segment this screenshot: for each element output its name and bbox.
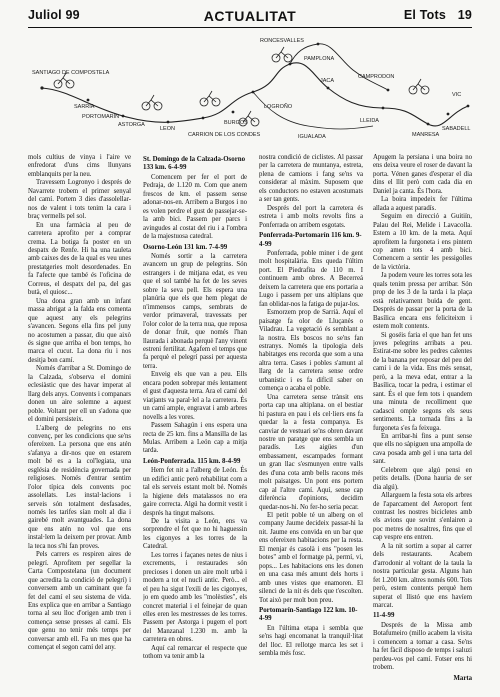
map-label: CARRION DE LOS CONDES [188, 132, 261, 138]
article-paragraph: mols cultius de vinya i l'aire ve enfredorat d'uns cims llunyans emblanquits per la neu. [28, 154, 131, 178]
map-label: SANTIAGO DE COMPOSTELA [32, 70, 110, 76]
article-paragraph: El petit poble té un alberg on el company Jaume decideix passar-hi la nit. Jaume ens convida en un bar que ens ofereixen habitacions per la resta. El menjar és casolà i ens "posen les botes" amb el formatge pà, permí, vi, pops... Les habitacions ens les donen en una casa més amunt dels horts i amb unes vistes que enamoren. El silenci de la nit és dels que t'escolten. Tot això per molt bon preu. [259, 512, 363, 604]
route-map [28, 30, 472, 152]
author-signature: Marta [453, 674, 472, 682]
article-column-4 [373, 154, 472, 682]
article-paragraph: Aquí cal remarcar el respecte que tothom va tenir amb la [143, 644, 247, 661]
article-paragraph: Només sortir a la carretera avancem un grup de pelegrins. Són estrangers i de mitjana edat, es veu que el sol també ha fet de les seves sobre la seva pell. Els espera una planúria que els que hem plegat de n'immensos camps, sembrats de verdor primaveral, travessats per l'olor color de la terra nua, que reposa de donar fruit, que només l'han llaurada i abonada perquè l'any vinent estreni fertilitat. Agafem el temps que fa perquè el pelegrí passi per aquesta terra. [143, 252, 247, 370]
article-paragraph: De la visita a León, ens va sorprendre el fet que no hi haguessin les cigonyes a les torres de la Catedral. [143, 518, 247, 551]
cyclist-sketch [200, 91, 220, 106]
issue-date: Juliol 99 [28, 8, 80, 22]
route-map-drawing [28, 30, 472, 152]
article-paragraph: En una farmàcia al peu de carretera aprofito per a comprar crema. La botiga fa poster en un despatx de Renfe. Hi ha una tauleta amb caixes des de la qual es veu unes prestatgeries molt desordenades. En fa l'afecte que també és l'oficina de Correus, el despatx del pa, del gas butà, el quiosc... [28, 221, 131, 297]
page-header [28, 8, 472, 30]
map-label: VIC [452, 92, 462, 98]
article-paragraph: Una dona gran amb un infant massa abrigat a la falda ens comenta que aquest any els pelegrins s'avancen. Segons ella fins pel juny no acostumen a passar, diu que això és signe que arriba el bon temps, ho marca el cucut. La dona riu i nos desitja bon camí. [28, 297, 131, 364]
article-paragraph: Les torres i façanes netes de nius i excrements, i restaurades són precioses i donen un aire molt urbà i modern a tot el nucli antic. Però... el el peu ha sigut l'exili de les cigonyes, jo em quedo amb les "molèsties", els concret material i el feinejar de quan elles eren les mestresses de les torres. Passem per Astorga i pugem el port del Manzanal 1.230 m. amb la carretera en obres. [143, 551, 247, 644]
article-column-3 [259, 154, 363, 682]
cyclist-sketch [272, 47, 292, 62]
article-paragraph: Ja podem veure les torres sota les quals tenim pressa per arribar. Són prop de les 3 de la tarda i la plaça està relativament buida de gent. Després de passar per la porta de la Basílica encara ens feliciteixm i estem molt contents. [373, 272, 472, 331]
magazine-name: El Tots [403, 8, 446, 22]
stage-heading: León-Ponferrada. 115 km. 8-4-99 [143, 457, 241, 465]
route-branch-south [253, 92, 373, 129]
map-label: RONCESVALLES [260, 38, 304, 44]
article-paragraph: En l'última etapa i sembla que se'ns hagi encomanat la tranquil·litat del lloc. El rellotge marca les set i sembla més fosc. [259, 624, 363, 658]
cyclist-sketch [409, 79, 429, 94]
map-label: SABADELL [442, 126, 471, 132]
stage-heading: Osorno-León 131 km. 7-4-99 [143, 243, 228, 251]
stage-heading: Ponferrada-Portomarín 116 km. 9-4-99 [259, 232, 362, 248]
article-paragraph: Seguim en direcció a Guitiín, Palau del Rei, Melide i Lavacolla. Estem a 10 km. de la meta. Aquí aprofitem la furgoneta i ens pintem cop amen tots 4 amb bici. Comencem a sentir les pessigolles de la victòria. [373, 213, 472, 271]
article-column-1 [28, 154, 131, 682]
article-paragraph: Si goséis faria el que han fet uns joves pelegrins arribats a peu. Estirat-me sobre les pedres calentes de la banana per reposar del peu del camí i de la vida. Ens més sensat, però, a la meva edat, entrar a la Basílica, tocar la pedra, i estimar el sant. És el que fem tots i quandem una minuta de recolliment que cadascú omple segons els seus sentiments. La tornada fins a la furgoneta s'es fa feixuga. [373, 331, 472, 432]
article-paragraph: A la nit sortim a sopar al carrer dels restaurants. Acabem d'arrodonir al voltant de la taula la nostra particular gesta. Alguns han fet 1.200 km. altres només 600. Tots però, estem contents perquè hem superat el llistó que ens havíem marcat. [373, 542, 472, 610]
article-paragraph: Després de la Missa amb Botafumeiro (millo acabem la visita i comencem a tornar a casa. Se'ns ha fet fàcil disposo de temps i saluzi perdeu-vos pel camí. Fotser ens hi trobem. [373, 621, 472, 672]
article-paragraph: Ponferrada, poble miner i de gent molt hospitalària. Ens queda l'últim port. El Piedrafita de 110 m. I continuem amb obres. A Becerreá deixem la carretera que ens portaria a Lugo i passem per uns altiplans que fan oblidar-nos la fatiga de pujar-los. [259, 249, 363, 308]
article-body [28, 154, 472, 682]
map-label: BURGOS [224, 120, 248, 126]
stage-heading: St. Domingo de la Calzada-Osorno 133 km. 6-4-99 [143, 156, 246, 172]
map-label: JACA [320, 78, 335, 84]
article-paragraph: Només d'arribar a St. Domingo de la Calzada, s'observa el domini eclesiàstic que des havar imperat al llarg dels anys. Convents i companars donen un aire solemne a aquest poble. Voltant per ell un s'adona que el domini persisteix. [28, 365, 131, 424]
map-label: LOGROÑO [264, 104, 293, 110]
article-paragraph: Apugem la persiana i una boira no ens deixa veure el roser de davant la porta. Vénen ganes d'esperar el dia dins el llit però com cada dia en Daniel ja canta. És l'hora. [373, 154, 472, 195]
map-label: LLEIDA [360, 118, 379, 124]
article-paragraph: Allarguem la festa sota els arbres de l'aparcament del Aeroport fent contrast les nostres bicicletes amb els avions que sovint s'enlairen a poc metres de nosaltres, fins que el cap vespre ens entren. [373, 492, 472, 542]
stage-heading: 11-4-99 [373, 612, 395, 620]
article-paragraph: L'alberg de pelegrins no ens convenç, per les condicions que se'ns ofereixen. La persona que ens atén s'afanya a dir-nos que en estarem molt bé es a la col'legiata, una església de residència governada per religioses. Només d'entrar sentim l'olor típica dels convents poc assolellats. Les instal·lacions i serveis són totalment desfasades, només les tarifes sían molt al dia i gairebé molt avantguades. La dona que ens atén no vol que ens instal·lem la deixem per provar. Amb la teca nos s'hi fan proves. [28, 424, 131, 550]
map-label: PORTOMARIN [82, 114, 120, 120]
header-rule [28, 27, 472, 28]
page-number: 19 [457, 8, 472, 22]
article-paragraph: En arribar-hi fins a punt sense que ells no sàpiguen una ampolla de cava posada amb gel i una tarta del sant. [373, 432, 472, 466]
article-paragraph: Esmorzem prop de Sarrià. Aquí el paisatge fa olor de Lluçanès o Viladrau. La vegetació és semblant a la nostra. Els boscos no se'ns fan estranys. Només la tipologia dels habitatges ens recorda que som a una altra terra. Cases i pobles s'amunt al llarg de la carretera sense ordre urbanístic i es fa difícil saber on comença o acaba el poble. [259, 309, 363, 393]
stage-heading: Portomarín-Santiago 122 km. 10-4-99 [259, 607, 358, 623]
article-paragraph: Hem fet nit a l'alberg de León. És un edifici antic però rehabilitat com a tal els serveis estant molt bé. Només la higiene dels matalassos no era gaire correcta. Algú ha dormit vestit i després ha tingut malsons. [143, 467, 247, 517]
map-label: PAMPLONA [304, 56, 335, 62]
article-paragraph: Comencem per fer el port de Pedraja, de 1.120 m. Com que anem frescos de km. el passem sense adonar-nos-en. Arribem a Burgos i no es volen perdre el gust de passejar-se-la amb bici. Passem per parcs i avingudes al costat del riu i a l'ombra de la majestuosa catedral. [143, 173, 247, 241]
map-label: SARRIA [74, 104, 95, 110]
cyclist-sketch [142, 95, 162, 110]
article-paragraph: Pels carrers es respiren aires de pelegrí. Aprofitem per segellar la Carta Compostelana (un document que acredita la condició de pelegrí) i conversem amb un caminant que fa fet del camí el seu sistema de vida. Ens explica que en arribar a Santiago torna al seu lloc d'origen amb tren i comença sense presses al camí. Els que genu no tenir més temps per conversar amb ell. Fa un mes que ha començat el segon camí del any. [28, 551, 131, 652]
article-paragraph: Passem Sahagún i ens espera una recta de 25 km. fins a Mansilla de las Mulas. Arribem a León cap a mitja tarda. [143, 422, 247, 455]
article-paragraph: Una carretera sense trànsit ens porta cap una altiplana. on el bestiar hi pastura en pau i els cel·liers ens fa quedar la a festa companya. Es canviar de vestuari se'ns obren davant nostre un paratge que ens sembla un paradís. Les aigües d'un embassament, escampades formant un gran llac s'esmunyen entre valls des d'una cota amb bells racons més molt paisatges. Un pont ens portem cap al l'altre camí. Aquí, sense cap diferència d'opinions, decidim quedar-nos-hi. No fer-ho seria pecar. [259, 393, 363, 511]
section-title: ACTUALITAT [203, 8, 297, 24]
map-label: IGUALADA [298, 134, 326, 140]
map-label: ASTORGA [118, 122, 145, 128]
map-label: MANRESA [412, 132, 440, 138]
article-paragraph: nostra condició de ciclistes. Al passar per la carretera de muntanya, estreta, plena de camions i fang se'ns va considerar al màxim. Suposem que els conductors no estaven acostumats a ser tan gents. [259, 154, 363, 204]
article-paragraph: Enveig els que van a peu. Ells encara poden sobrepar més lentament el gust d'aquesta terra. Ara el camí del viatjants va paral·lel a la carretera. És un camí ample, engravat i amb arbres novells a les vores. [143, 371, 247, 421]
article-paragraph: Celebrem que algú pensi en petits detalls. (Dona hauria de ser dia algú). [373, 466, 472, 491]
article-paragraph: La boira impedeix fer l'última allada a aquest paradís. [373, 196, 472, 212]
route-branch [290, 44, 388, 90]
map-label: CAMPRODON [358, 74, 395, 80]
article-paragraph: Després del port la carretera és estreta i amb molts revolts fins a Ponferrada on arribem esgotats. [259, 204, 363, 229]
article-paragraph: Travessem Logronyo i després de Navarrete trobem el primer senyal del camí. Portem 3 dies d'assolellar-nos de valent i tots tenim la cara i braç vermells pel sol. [28, 179, 131, 221]
map-label: LEON [160, 126, 175, 132]
article-column-2 [143, 154, 247, 682]
